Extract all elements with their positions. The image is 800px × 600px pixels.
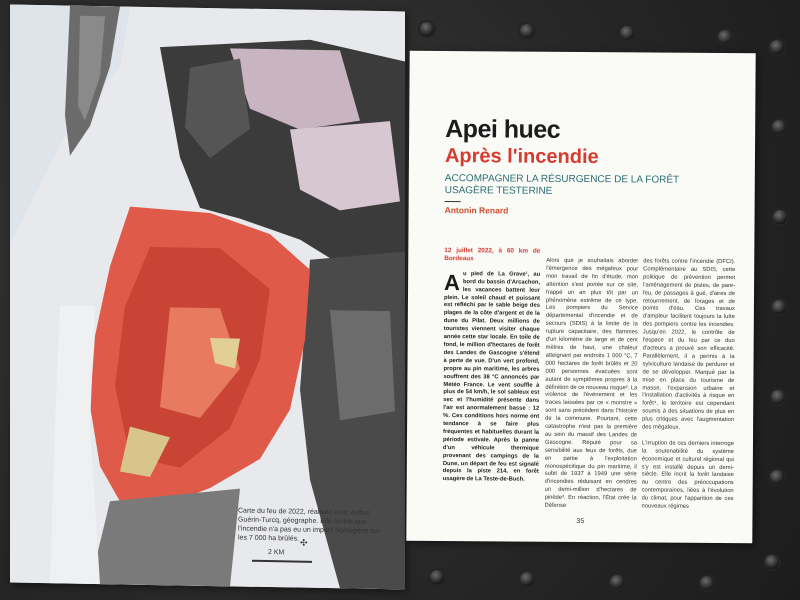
rivet (770, 470, 784, 484)
text-column-1 (443, 247, 541, 485)
lead-paragraph: u pied de La Grave¹, au bord du bassin d'Arcachon, les vacances battent leur plein. Le soleil chaud et puissant est réfléchi par le sable beige des plages de la côte d'argent et de la dune du Pilat. Deux millions de touristes viennent visiter chaque année cette star locale. En toile de fond, le million d'hectares de forêt des Landes de Gascogne s'étend à perte de vue. D'un vert profond, propre au pin maritime, les arbres souffrent des 38 °C annoncés par Météo France. Le vent souffle à plus de 54 km/h, le sol sableux est sec et l'humidité présente dans l'air est anormalement basse : 12 %. Ces conditions hors norme ont tendance à se faire plus fréquentes et habituelles durant la période estivale. Après la panne d'un véhicule thermique provenant des campings de la Dune, un départ de feu est signalé depuis la piste 214, en forêt usagère de La Teste-de-Buch. (442, 270, 541, 483)
dropcap: A (444, 269, 461, 295)
dateline: 12 juillet 2022, à 60 km de Bordeaux (444, 247, 541, 263)
rivet (520, 24, 534, 38)
body-paragraph: L'irruption de ces derniers interroge la soutenabilité du système économique et culturel régional qui s'y est installé depuis un demi-siècle. Elle incrit la forêt landaise au centre des préoccupations contemporaines, liées à l'évolution du climat, pour l'apparition de ces nouveaux régimes (641, 440, 734, 510)
right-page (406, 51, 755, 543)
rivet (420, 22, 434, 36)
rivet (772, 300, 786, 314)
fire-map (10, 5, 405, 590)
rivet (718, 30, 732, 44)
article-subtitle: Après l'incendie (444, 145, 599, 169)
rivet (520, 572, 534, 586)
rivet (772, 120, 786, 134)
text-column-3 (642, 258, 736, 512)
divider (445, 201, 461, 202)
rivet (700, 576, 714, 590)
article-author: Antonin Renard (444, 205, 509, 216)
rivet (773, 210, 787, 224)
rivet (610, 575, 624, 589)
rivet (430, 570, 444, 584)
page-number: 35 (576, 517, 585, 526)
rivet (765, 555, 779, 569)
left-page (10, 5, 405, 590)
text-column-2 (545, 258, 639, 512)
body-paragraph: des forêts contre l'incendie (DFCI). Complémentaire au SDIS, cette politique de prévention permet l'aménagement de pistes, de pare-feu, de passages à gué, d'aires de retournement, de forages et de points d'eau. Ces travaux d'ampleur facilitent toujours la lutte des pompiers contre les incendies. Jusqu'en 2022, le contrôle de l'espace et du feu par ce duo d'acteurs a prouvé son efficacité. Parallèlement, il a permis à la sylviculture landaise de perdurer et de se développer. Marqué par la mise en place du tourisme de masse, l'expansion urbaine et l'installation d'activités à risque en forêt⁴, le territoire est cependant soumis à des situations de plus en plus critiques avec l'augmentation des mégafeux. (642, 258, 736, 431)
rivet (770, 40, 784, 54)
article-kicker: ACCOMPAGNER LA RÉSURGENCE DE LA FORÊT USAGÈRE TESTERINE (444, 173, 679, 197)
article-title: Apei huec (445, 115, 561, 144)
compass-icon: ✣ (300, 537, 308, 548)
scale-label: 2 KM (268, 549, 285, 557)
rivet (620, 26, 634, 40)
body-paragraph: Alors que je souhaitais aborder l'émergence des mégafeux pour mon travail de fin d'étude, mon attention s'est portée sur ce site, frappé un an plus tôt par un phénomène extrême de ce type. Les pompiers du Service départemental d'incendie et de secours (SDIS) à la limite de la rupture capacitaire, des flammes d'un kilomètre de large et de cent mètres de haut, une chaleur atteignant par endroits 1 000 °C, 7 000 hectares de forêt brûlés et 20 000 personnes évacuées sont autant de symptômes propres à la définition de ce nouveau risque². La violence de l'événement et les traces laissées par ce « monstre » sont sans précédent dans l'histoire de la commune. Pourtant, cette catastrophe n'est pas la première au sein du massif des Landes de Gascogne. Réputé pour sa sensibilité aux feux de forêts, due en partie à l'exploitation monospécifique du pin maritime, il subit de 1937 à 1949 une série d'incendies réduisant en cendres un demi-million d'hectares de pinède³. En réaction, l'État crée la Défense (544, 257, 639, 509)
rivet (771, 390, 785, 404)
map-caption: Carte du feu de 2022, réalisée avec Arthur Guérin-Turcq, géographe. Elle révèle que l'incendie n'a pas eu un impact homogène sur les 7 000 ha brûlés. (238, 507, 380, 543)
